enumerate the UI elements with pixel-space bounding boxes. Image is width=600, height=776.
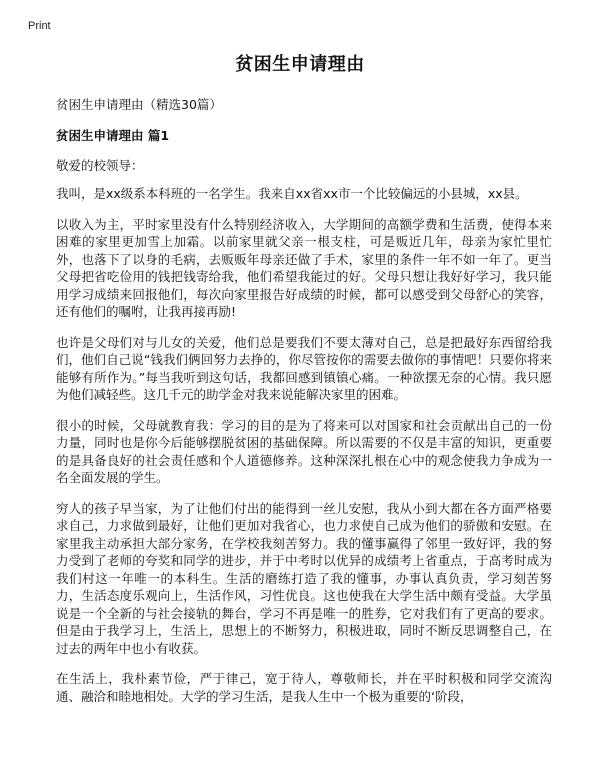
paragraph-5: 穷人的孩子早当家，为了让他们付出的能得到一丝儿安慰，我从小到大都在各方面严格要求自己，力求做到最好，让他们更加对我省心，也力求使自己成为他们的骄傲和安慰。在家里我主动承担大部分家务，在学校我刻苦努力。我的懂事赢得了邻里一致好评，我的努力受到了老师的夸奖和同学的进步，并于中考时以优异的成绩考上省重点，于高考时成为我们村这一年唯一的本科生。生活的磨练打造了我的懂事，办事认真负责，学习刻苦努力，生活态度乐观向上，生活作风，习性优良。这也使我在大学生活中颇有受益。大学虽说是一个全新的与社会接轨的舞台，学习不再是唯一的胜券，它对我们有了更高的要求。但是由于我学习上，生活上，思想上的不断努力，积极进取，同时不断反思调整自己，在过去的两年中也小有收获。 [56, 500, 552, 656]
paragraph-1: 我叫，是xx级系本科班的一名学生。我来自xx省xx市一个比较偏远的小县城，xx县。 [56, 186, 528, 201]
paragraph-3: 也许是父母们对与儿女的关爱，他们总是要我们不要太薄对自己，总是把最好东西留给我们，他们自己说“钱我们俩回努力去挣的，你尽管按你的需要去做你的事情吧！只要你将来能够有所作为。”每当我听到这句话，我都回感到镇镇心痛。一种欲摆无奈的心情。我只愿为他们减轻些。这几千元的助学金对我来说能解决家里的困难。 [56, 334, 552, 402]
section-heading: 贫困生申请理由 篇1 [56, 128, 170, 143]
salutation: 敬爱的校领导： [56, 158, 144, 173]
document-title: 贫困生申请理由 [235, 54, 365, 75]
print-link[interactable]: Print [28, 20, 51, 32]
paragraph-2: 以收入为主，平时家里没有什么特别经济收入，大学期间的高额学费和生活费，使得本来困难的家里更加雪上加霜。以前家里就父亲一根支柱，可是贩近几年，母亲为家忙里忙外，也落下了以身的毛病，去贩贩年母亲还做了手术，家里的条件一年不如一年了。更当父母把省吃俭用的钱把钱寄给我，他们希望我能过的好。父母只想让我好好学习，我只能用学习成绩来回报他们，每次向家里报告好成绩的时候，都可以感受到父母舒心的笑容，还有他们的嘱咐，让我再接再励! [56, 216, 552, 319]
paragraph-6: 在生活上，我朴素节俭，严于律己，宽于待人，尊敬师长，并在平时积极和同学交流沟通、融洽和睦地相处。大学的学习生活，是我人生中一个极为重要的‘阶段， [56, 671, 552, 704]
document-body [56, 185, 552, 718]
paragraph-4: 很小的时候，父母就教育我：学习的目的是为了将来可以对国家和社会贡献出自己的一份力量，同时也是你今后能够摆脱贫困的基础保障。所以需要的不仅是丰富的知识，更重要的是具备良好的社会责任感和个人道德修养。这种深深扎根在心中的观念使我力争成为一名全面发展的学生。 [56, 417, 552, 485]
document-subtitle: 贫困生申请理由（精选30篇） [56, 97, 222, 112]
